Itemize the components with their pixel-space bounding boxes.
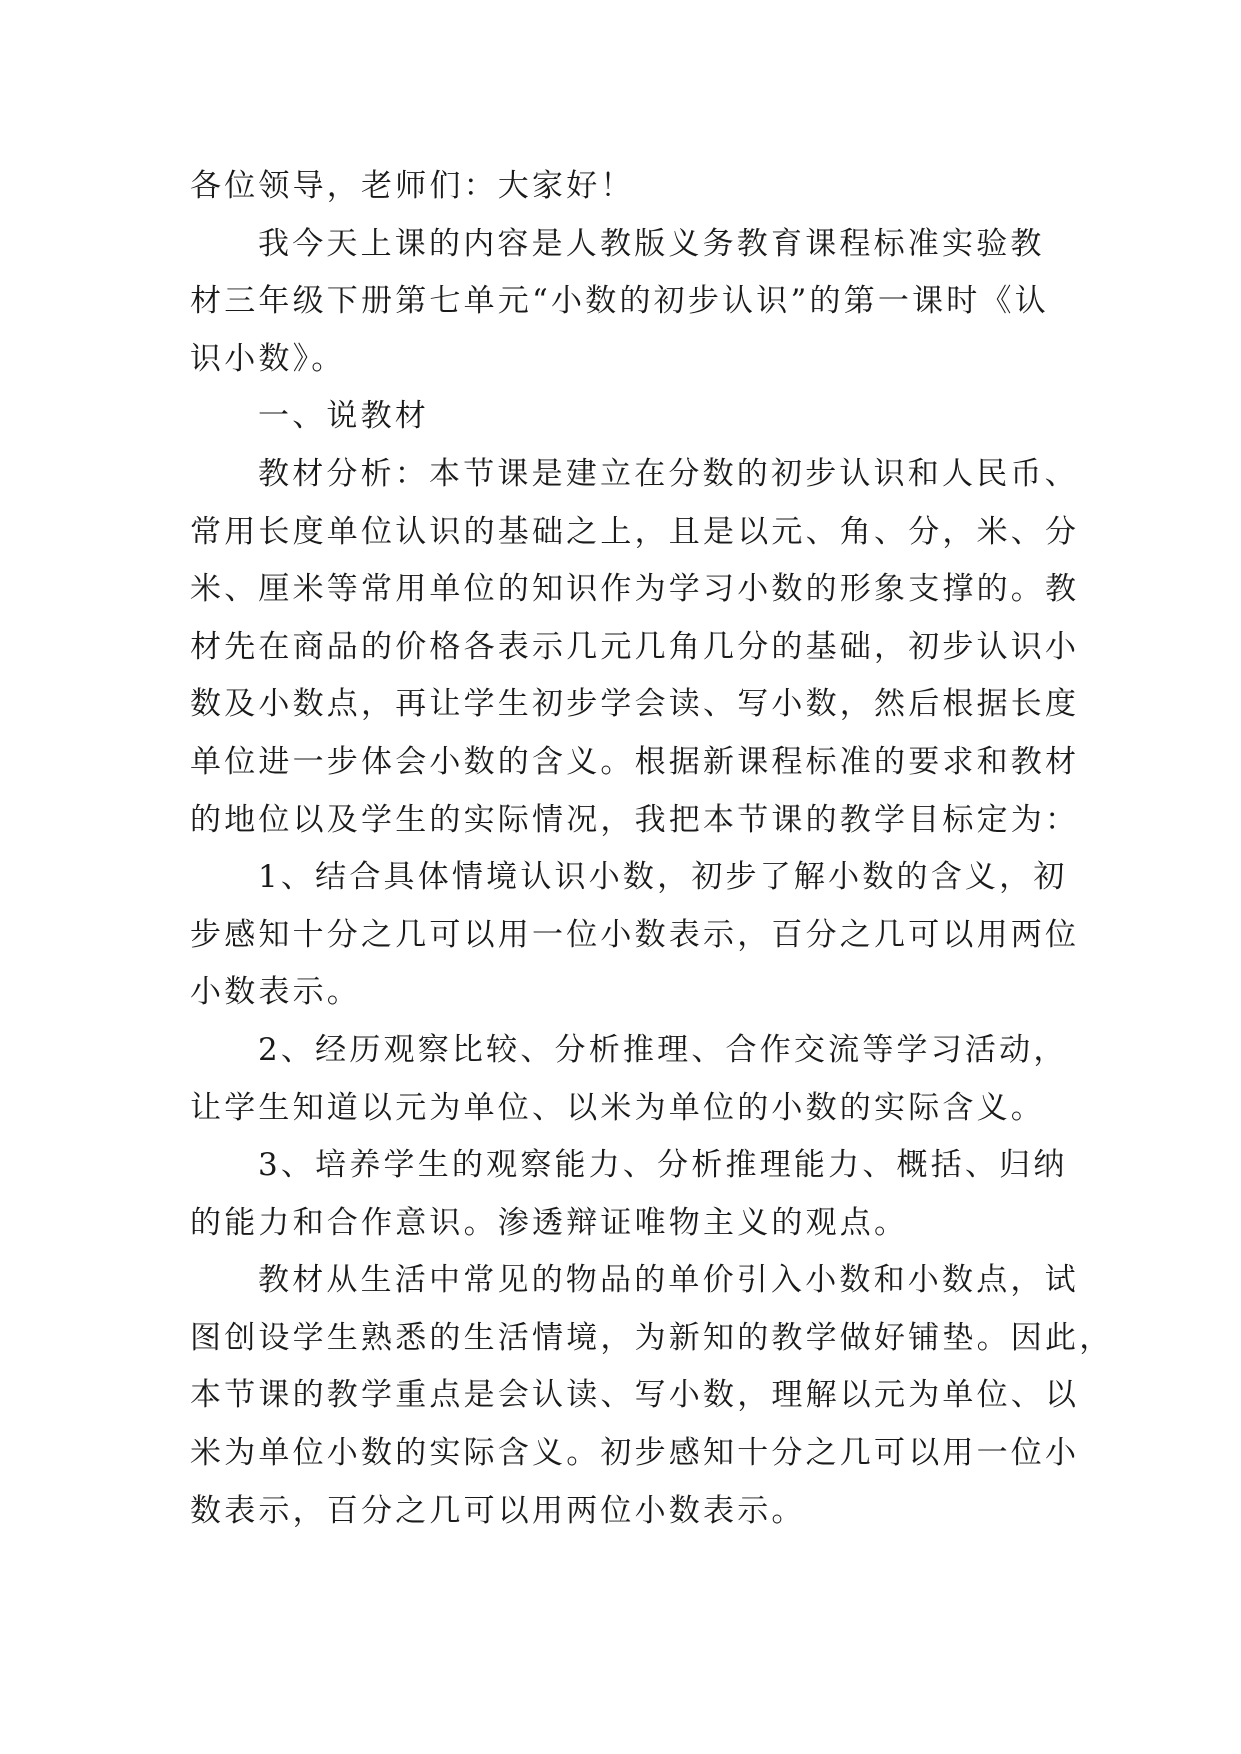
analysis-line: 数及小数点，再让学生初步学会读、写小数，然后根据长度 (190, 686, 1080, 723)
goal-3-line: 的能力和合作意识。渗透辩证唯物主义的观点。 (190, 1204, 909, 1241)
intro-line: 我今天上课的内容是人教版义务教育课程标准实验教 (258, 225, 1045, 262)
intro-paragraph (190, 216, 1050, 389)
goal-1-line: 步感知十分之几可以用一位小数表示，百分之几可以用两位 (190, 916, 1080, 953)
analysis-paragraph (190, 446, 1080, 849)
goal-2-line: 2、经历观察比较、分析推理、合作交流等学习活动， (258, 1031, 1068, 1068)
focus-line: 本节课的教学重点是会认读、写小数，理解以元为单位、以 (190, 1377, 1080, 1414)
analysis-line: 常用长度单位认识的基础之上，且是以元、角、分，米、分 (190, 513, 1080, 550)
intro-line: 识小数》。 (190, 340, 346, 377)
goal-1-line: 小数表示。 (190, 974, 361, 1011)
goal-2-line: 让学生知道以元为单位、以米为单位的小数的实际含义。 (190, 1089, 1045, 1126)
intro-line: 材三年级下册第七单元“小数的初步认识”的第一课时《认 (190, 283, 1049, 320)
section-heading: 一、说教材 (258, 398, 429, 435)
focus-line: 数表示，百分之几可以用两位小数表示。 (190, 1492, 806, 1529)
goal-3-line: 3、培养学生的观察能力、分析推理能力、概括、归纳 (258, 1147, 1068, 1184)
goal-1-paragraph (190, 849, 1080, 1022)
focus-line: 米为单位小数的实际含义。初步感知十分之几可以用一位小 (190, 1435, 1080, 1472)
greeting-paragraph (190, 158, 1050, 216)
goal-1-line: 1、结合具体情境认识小数，初步了解小数的含义，初 (258, 859, 1068, 896)
greeting-line: 各位领导，老师们：大家好！ (190, 168, 635, 204)
focus-line: 图创设学生熟悉的生活情境，为新知的教学做好铺垫。因此， (190, 1319, 1114, 1356)
analysis-line: 米、厘米等常用单位的知识作为学习小数的形象支撑的。教 (190, 571, 1080, 608)
analysis-line: 材先在商品的价格各表示几元几角几分的基础，初步认识小 (190, 628, 1080, 665)
analysis-line: 单位进一步体会小数的含义。根据新课程标准的要求和教材 (190, 743, 1080, 780)
document-body (190, 158, 1114, 1540)
section-heading-paragraph (190, 388, 1050, 446)
analysis-line: 的地位以及学生的实际情况，我把本节课的教学目标定为： (190, 801, 1080, 838)
goal-2-paragraph (190, 1022, 1068, 1137)
goal-3-paragraph (190, 1137, 1068, 1252)
focus-line: 教材从生活中常见的物品的单价引入小数和小数点，试 (258, 1262, 1079, 1299)
analysis-line: 教材分析：本节课是建立在分数的初步认识和人民币、 (258, 455, 1079, 492)
focus-paragraph (190, 1252, 1114, 1540)
